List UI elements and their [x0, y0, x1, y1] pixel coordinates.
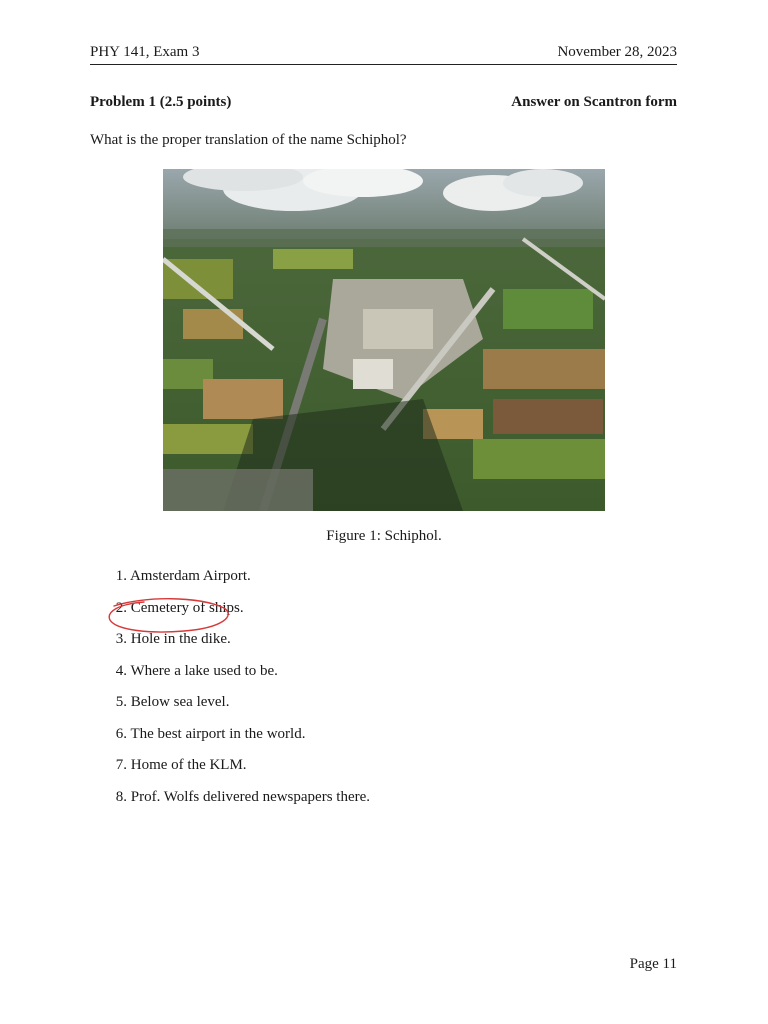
option-4: 4. Where a lake used to be.	[115, 662, 278, 679]
option-1: 1. Amsterdam Airport.	[115, 568, 251, 584]
page-number: Page 11	[629, 956, 677, 972]
handwritten-circle-mark	[104, 594, 234, 636]
exam-date: November 28, 2023	[557, 44, 677, 60]
option-7: 7. Home of the KLM.	[115, 757, 247, 773]
schiphol-aerial-photo	[163, 169, 605, 511]
question-text: What is the proper translation of the name Schiphol?	[90, 132, 407, 148]
option-2: 2. Cemetery of ships.	[115, 599, 244, 616]
figure-caption: Figure 1: Schiphol.	[326, 528, 442, 544]
option-5: 5. Below sea level.	[115, 694, 230, 710]
course-title: PHY 141, Exam 3	[90, 44, 200, 60]
option-8: 8. Prof. Wolfs delivered newspapers there.	[115, 788, 371, 805]
answer-instruction: Answer on Scantron form	[511, 94, 677, 110]
option-3: 3. Hole in the dike.	[115, 631, 231, 647]
option-6: 6. The best airport in the world.	[115, 725, 306, 742]
page-header	[90, 44, 677, 65]
problem-title: Problem 1 (2.5 points)	[90, 94, 232, 110]
